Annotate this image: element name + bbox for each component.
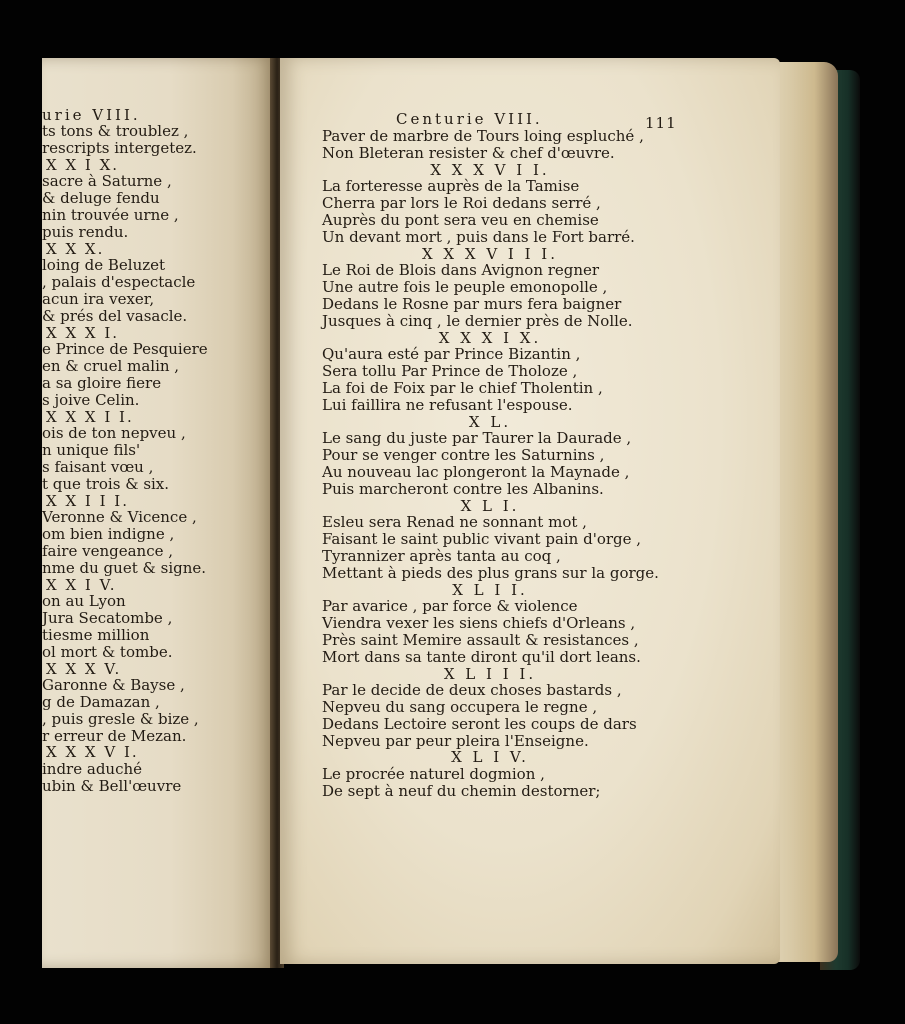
quatrain-number: X X X V I I. [430, 160, 550, 179]
verse-line: Au nouveau lac plongeront la Maynade , [322, 462, 630, 481]
quatrain-number: X X X V I I I. [421, 244, 559, 263]
verse-line: ol mort & tombe. [42, 642, 173, 661]
verse-line: Le sang du juste par Taurer la Daurade , [322, 429, 632, 448]
verse-line: acun ira vexer, [42, 289, 155, 308]
verse-line: Non Bleteran resister & chef d'œuvre. [322, 143, 615, 162]
right-text-column [280, 111, 780, 800]
verse-line: Par avarice , par force & violence [322, 597, 578, 616]
verse-line: Jura Secatombe , [42, 609, 173, 628]
verse-line: Lui faillira ne refusant l'espouse. [322, 395, 573, 414]
verse-line: indre aduché [42, 760, 143, 779]
verse-line: La forteresse auprès de la Tamise [322, 177, 580, 196]
verse-line: Jusques à cinq , le dernier près de Nolle. [322, 311, 633, 330]
quatrain-number: X L I I I. [443, 664, 537, 683]
quatrain-number: X X X V I. [46, 743, 139, 762]
quatrain-number: X L I I. [452, 580, 528, 599]
verse-line: Sera tollu Par Prince de Tholoze , [322, 362, 578, 381]
right-running-header: Centurie VIII. [396, 110, 543, 128]
quatrain-number: X X I I I. [46, 491, 129, 510]
verse-line: nme du guet & signe. [42, 558, 207, 577]
verse-line: Qu'aura esté par Prince Bizantin , [322, 345, 581, 364]
verse-line: ubin & Bell'œuvre [42, 777, 182, 796]
quatrain-number: X X X I X. [438, 328, 542, 347]
verse-line: r erreur de Mezan. [42, 726, 187, 745]
verse-line: Un devant mort , puis dans le Fort barré. [322, 227, 635, 246]
verse-line: sacre à Saturne , [42, 172, 172, 191]
verse-line: Viendra vexer les siens chiefs d'Orleans , [322, 614, 636, 633]
verse-line: Pour se venger contre les Saturnins , [322, 446, 605, 465]
verse-line: Faisant le saint public vivant pain d'orge , [322, 530, 642, 549]
verse-line: tiesme million [42, 625, 150, 644]
verse-line: Veronne & Vicence , [42, 508, 197, 527]
verse-line: Le Roi de Blois dans Avignon regner [322, 261, 600, 280]
verse-line: Nepveu du sang occupera le regne , [322, 698, 598, 717]
verse-line: , palais d'espectacle [42, 273, 196, 292]
verse-line: en & cruel malin , [42, 357, 180, 376]
verse-line: Tyrannizer après tanta au coq , [322, 546, 561, 565]
left-page [42, 58, 274, 968]
verse-line: Mort dans sa tante diront qu'il dort leans. [322, 647, 641, 666]
verse-line: loing de Beluzet [42, 256, 166, 275]
verse-line: e Prince de Pesquiere [42, 340, 208, 359]
verse-line: Esleu sera Renad ne sonnant mot , [322, 513, 587, 532]
page-number: 111 [645, 114, 677, 132]
verse-line: ois de ton nepveu , [42, 424, 186, 443]
verse-line: Puis marcheront contre les Albanins. [322, 479, 604, 498]
verse-line: rescripts intergetez. [42, 138, 197, 157]
verse-line: & prés del vasacle. [42, 306, 188, 325]
verse-line: La foi de Foix par le chief Tholentin , [322, 378, 603, 397]
verse-line: & deluge fendu [42, 189, 160, 208]
verse-line: on au Lyon [42, 592, 126, 611]
verse-line: Une autre fois le peuple emonopolle , [322, 278, 608, 297]
quatrain-number: X X I X. [46, 155, 120, 174]
verse-line: Nepveu par peur pleira l'Enseigne. [322, 731, 589, 750]
quatrain-number: X X X I I. [46, 407, 134, 426]
verse-line: s faisant vœu , [42, 457, 154, 476]
quatrain-number: X X X. [46, 239, 105, 258]
verse-line: faire vengeance , [42, 541, 174, 560]
left-text-column [42, 106, 274, 795]
left-running-header: urie VIII. [42, 106, 141, 124]
verse-line: Cherra par lors le Roi dedans serré , [322, 194, 601, 213]
verse-line: Dedans le Rosne par murs fera baigner [322, 294, 622, 313]
verse-line: Le procrée naturel dogmion , [322, 765, 545, 784]
verse-line: Près saint Memire assault & resistances , [322, 630, 639, 649]
verse-line: g de Damazan , [42, 693, 160, 712]
verse-line: ts tons & troublez , [42, 122, 189, 140]
quatrain-number: X L I. [460, 496, 520, 515]
quatrain-number: X X X V. [46, 659, 122, 678]
verse-line: , puis gresle & bize , [42, 709, 199, 728]
verse-line: Par le decide de deux choses bastards , [322, 681, 622, 700]
quatrain-number: X X I V. [46, 575, 117, 594]
verse-line: t que trois & six. [42, 474, 170, 493]
verse-line: nin trouvée urne , [42, 205, 179, 224]
right-page [280, 58, 780, 964]
verse-line: n unique fils' [42, 441, 141, 460]
verse-line: Paver de marbre de Tours loing espluché , [322, 127, 644, 145]
quatrain-number: X L. [468, 412, 512, 431]
verse-line: Mettant à pieds des plus grans sur la gorge. [322, 563, 659, 582]
verse-line: puis rendu. [42, 222, 129, 241]
quatrain-number: X X X I. [46, 323, 120, 342]
verse-line: om bien indigne , [42, 525, 175, 544]
verse-line: a sa gloire fiere [42, 373, 162, 392]
quatrain-number: X L I V. [451, 748, 529, 767]
verse-line: s joive Celin. [42, 390, 140, 409]
verse-line: Garonne & Bayse , [42, 676, 185, 695]
verse-line: Dedans Lectoire seront les coups de dars [322, 714, 637, 733]
verse-line: De sept à neuf du chemin destorner; [322, 782, 601, 801]
verse-line: Auprès du pont sera veu en chemise [322, 210, 599, 229]
